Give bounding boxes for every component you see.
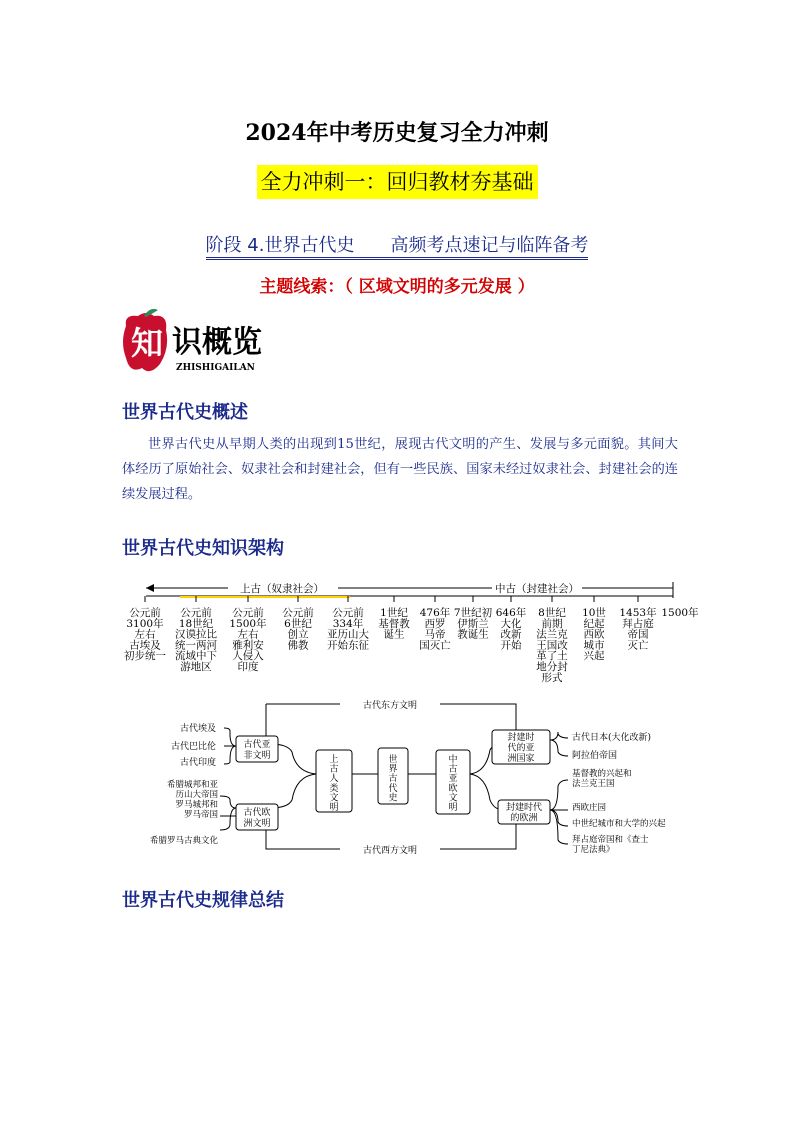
feudal-asia-text: 代的亚 bbox=[507, 743, 535, 754]
timeline-event-line: 统一两河 bbox=[175, 639, 217, 652]
center-char: 代 bbox=[388, 783, 398, 794]
timeline-event-line: 城市 bbox=[583, 639, 605, 652]
timeline-event-line: 1453年 bbox=[619, 607, 657, 619]
timeline-event-line: 左右 bbox=[134, 628, 156, 641]
left-bottom-item: 罗马帝国 bbox=[183, 810, 218, 820]
timeline-event-line: 佛教 bbox=[287, 639, 309, 652]
europe-ancient-text: 古代欧 bbox=[243, 808, 271, 818]
eastern-civilization-label: 古代东方文明 bbox=[362, 701, 418, 711]
timeline-event-line: 革了土 bbox=[536, 650, 568, 663]
feudal-europe-text: 的欧洲 bbox=[510, 813, 538, 824]
left-bottom-item: 希腊城邦和亚 bbox=[166, 780, 218, 790]
timeline-event-line: 印度 bbox=[237, 661, 259, 673]
timeline-event-line: 334年 bbox=[332, 617, 364, 630]
timeline-event-line: 灭亡 bbox=[627, 639, 649, 652]
timeline-event-line: 公元前 bbox=[129, 607, 161, 619]
timeline-event-line: 流域中下 bbox=[175, 650, 217, 663]
medieval-char: 中 bbox=[448, 755, 458, 765]
logo-glyph: 知 bbox=[130, 324, 164, 362]
knowledge-mindmap bbox=[120, 694, 700, 862]
right-bottom-item: 基督教的兴起和 bbox=[572, 769, 632, 779]
logo-subtitle: ZHISHIGAILAN bbox=[176, 363, 255, 373]
timeline-event-line: 兴起 bbox=[583, 650, 605, 663]
europe-ancient-text: 洲文明 bbox=[243, 819, 271, 829]
center-char: 古 bbox=[388, 774, 398, 785]
timeline-event-line: 基督教 bbox=[378, 617, 410, 630]
timeline-event-line: 10世 bbox=[582, 607, 606, 619]
center-char: 史 bbox=[388, 793, 398, 804]
asia-africa-text: 古代亚 bbox=[243, 740, 271, 750]
timeline-event-line: 纪起 bbox=[583, 617, 605, 630]
right-bottom-item: 中世纪城市和大学的兴起 bbox=[572, 819, 666, 829]
timeline-event-line: 476年 bbox=[419, 607, 451, 619]
feudal-europe-text: 封建时代 bbox=[505, 803, 543, 813]
right-top-item: 阿拉伯帝国 bbox=[572, 751, 618, 761]
timeline-event-line: 西罗 bbox=[424, 617, 446, 630]
right-bottom-item: 法兰克王国 bbox=[572, 779, 615, 789]
ancient-human-char: 人 bbox=[329, 774, 339, 785]
timeline-event-line: 亚历山大 bbox=[327, 628, 369, 641]
timeline-end-year: 1500年 bbox=[661, 607, 699, 619]
timeline-event-line: 公元前 bbox=[332, 607, 364, 619]
timeline bbox=[110, 568, 710, 690]
timeline-event-line: 6世纪 bbox=[284, 617, 312, 630]
stage-heading bbox=[0, 231, 794, 257]
timeline-arrow-left bbox=[146, 584, 154, 592]
right-bottom-item: 丁尼法典》 bbox=[572, 845, 615, 855]
timeline-event-line: 创立 bbox=[287, 628, 309, 641]
right-top-item: 古代日本(大化改新) bbox=[572, 733, 652, 743]
timeline-event-line: 开始 bbox=[500, 639, 522, 652]
feudal-asia-text: 封建时 bbox=[507, 733, 535, 743]
medieval-char: 文 bbox=[448, 793, 458, 804]
stage-text: 阶段 4.世界古代史 高频考点速记与临阵备考 bbox=[206, 235, 589, 260]
timeline-event-line: 左右 bbox=[237, 628, 259, 641]
timeline-event-line: 汉谟拉比 bbox=[175, 628, 217, 641]
timeline-event-line: 地分封 bbox=[536, 661, 568, 673]
timeline-event-line: 3100年 bbox=[126, 617, 164, 630]
rules-heading: 世界古代史规律总结 bbox=[122, 890, 284, 911]
timeline-event-line: 雅利安 bbox=[232, 639, 264, 652]
left-bottom-item: 历山大帝国 bbox=[175, 790, 218, 800]
medieval-char: 明 bbox=[448, 803, 458, 813]
timeline-event-line: 法兰克 bbox=[536, 628, 568, 641]
timeline-event-line: 开始东征 bbox=[327, 639, 369, 652]
framework-heading: 世界古代史知识架构 bbox=[122, 538, 284, 559]
timeline-event-line: 1500年 bbox=[229, 617, 267, 630]
logo-text: 识概览 bbox=[172, 325, 262, 360]
page-title: 2024年中考历史复习全力冲刺 bbox=[245, 120, 549, 146]
ancient-human-char: 上 bbox=[329, 755, 339, 765]
center-char: 世 bbox=[388, 755, 398, 765]
timeline-event-line: 8世纪 bbox=[538, 607, 566, 619]
western-civilization-label: 古代西方文明 bbox=[362, 846, 418, 856]
left-top-item: 古代巴比伦 bbox=[170, 742, 216, 752]
timeline-event-line: 西欧 bbox=[583, 628, 605, 641]
right-bottom-item: 拜占庭帝国和《查士 bbox=[572, 835, 649, 845]
ancient-human-char: 古 bbox=[329, 764, 339, 775]
timeline-event-line: 伊斯兰 bbox=[457, 617, 489, 630]
timeline-event-line: 7世纪初 bbox=[453, 607, 493, 619]
timeline-event-line: 王国改 bbox=[536, 639, 568, 652]
left-top-item: 古代印度 bbox=[179, 758, 216, 768]
timeline-event-line: 形式 bbox=[541, 671, 563, 684]
left-top-item: 古代埃及 bbox=[179, 724, 216, 734]
medieval-char: 亚 bbox=[448, 774, 458, 785]
asia-africa-text: 非文明 bbox=[243, 751, 271, 761]
feudal-asia-text: 洲国家 bbox=[507, 754, 535, 764]
era-ancient: 上古（奴隶社会） bbox=[240, 583, 324, 595]
timeline-event-line: 诞生 bbox=[383, 628, 405, 641]
timeline-event-line: 18世纪 bbox=[178, 617, 214, 630]
theme-line: 主题线索：（ 区域文明的多元发展 ） bbox=[259, 277, 535, 297]
overview-paragraph: 世界古代史从早期人类的出现到15世纪，展现古代文明的产生、发展与多元面貌。其间大体经历了原始社会、奴隶社会和封建社会，但有一些民族、国家未经过奴隶社会、封建社会的连续发展过程。 bbox=[122, 437, 678, 502]
era-middle: 中古（封建社会） bbox=[495, 583, 579, 595]
overview-heading: 世界古代史概述 bbox=[122, 402, 248, 423]
timeline-event-line: 拜占庭 bbox=[622, 617, 654, 630]
ancient-human-char: 明 bbox=[329, 803, 339, 813]
timeline-event-line: 游地区 bbox=[180, 661, 212, 673]
timeline-event-line: 646年 bbox=[495, 607, 527, 619]
highlight-subtitle: 全力冲刺一：回归教材夯基础 bbox=[257, 165, 538, 199]
timeline-event-line: 改新 bbox=[500, 628, 522, 641]
timeline-event-line: 前期 bbox=[541, 617, 563, 630]
timeline-event-line: 1世纪 bbox=[380, 607, 408, 619]
zhishi-logo bbox=[120, 308, 290, 378]
timeline-event-line: 大化 bbox=[500, 617, 522, 630]
timeline-event-line: 古埃及 bbox=[129, 639, 161, 652]
timeline-events bbox=[124, 606, 657, 684]
right-bottom-item: 西欧庄园 bbox=[572, 803, 607, 813]
timeline-event-line: 初步统一 bbox=[124, 650, 166, 663]
timeline-event-line: 人侵入 bbox=[232, 650, 264, 663]
left-bottom-item: 罗马城邦和 bbox=[175, 800, 218, 810]
timeline-event-line: 国灭亡 bbox=[419, 639, 451, 652]
medieval-char: 欧 bbox=[448, 783, 458, 794]
subtitle-wrap bbox=[0, 165, 794, 199]
left-bottom-item: 希腊罗马古典文化 bbox=[149, 836, 218, 846]
center-char: 界 bbox=[388, 764, 398, 775]
timeline-event-line: 公元前 bbox=[282, 607, 314, 619]
timeline-event-line: 帝国 bbox=[627, 628, 649, 641]
timeline-event-line: 马帝 bbox=[424, 628, 446, 641]
timeline-event-line: 教诞生 bbox=[457, 628, 489, 641]
medieval-char: 古 bbox=[448, 764, 458, 775]
ancient-human-char: 文 bbox=[329, 793, 339, 804]
timeline-event-line: 公元前 bbox=[180, 607, 212, 619]
ancient-human-char: 类 bbox=[329, 783, 339, 794]
timeline-event-line: 公元前 bbox=[232, 607, 264, 619]
